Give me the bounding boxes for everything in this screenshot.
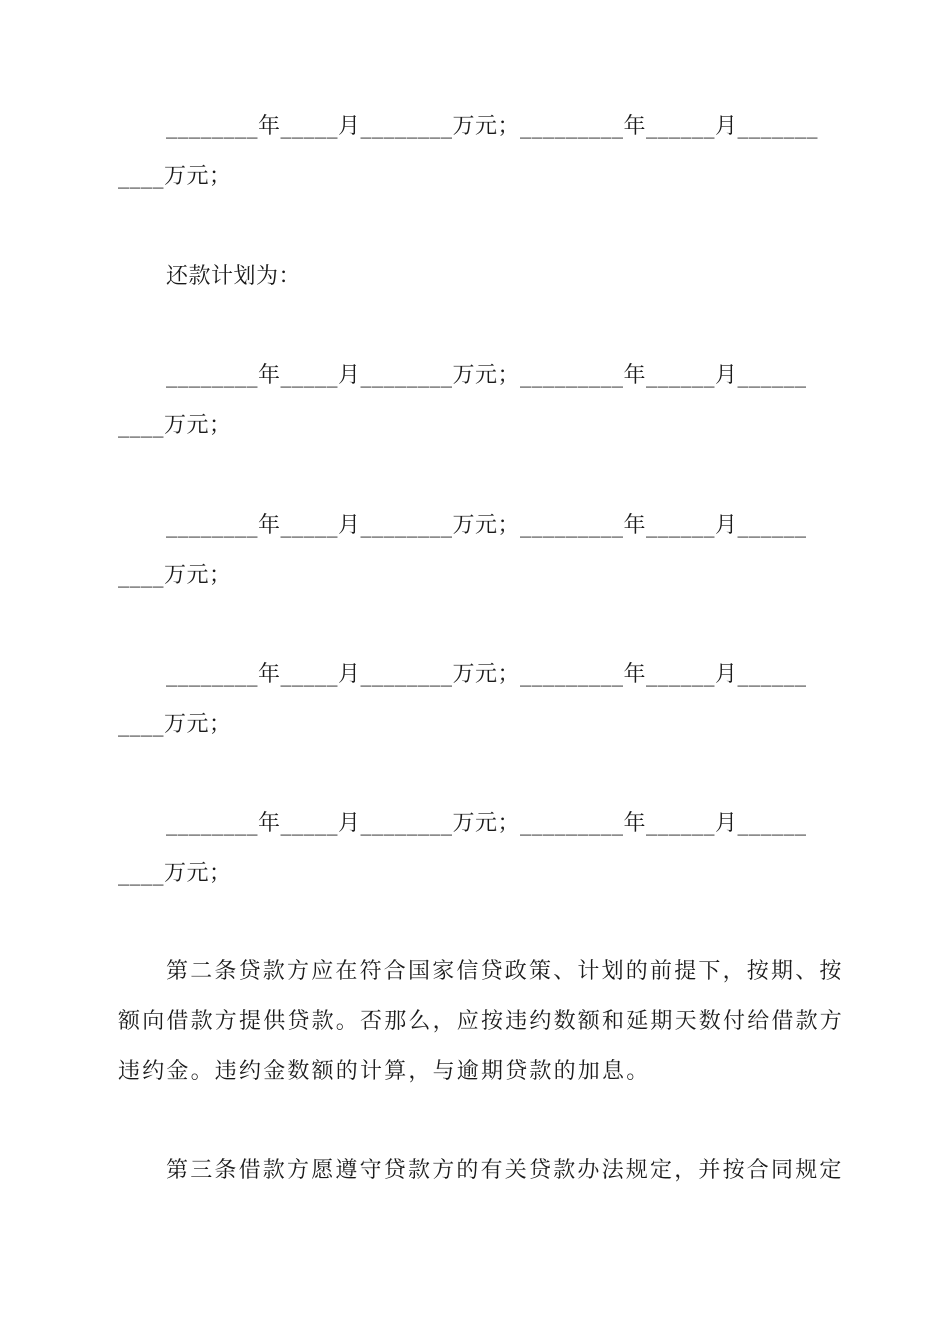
article-2-line-1: 第二条贷款方应在符合国家信贷政策、计划的前提下，按期、按 (166, 959, 844, 984)
schedule-line: ________年_____月________万元；_________年______月______ (166, 363, 807, 388)
repayment-plan-heading: 还款计划为： (166, 264, 302, 289)
schedule-line: ________年_____月________万元；_________年______月______ (166, 811, 807, 836)
schedule-line: ________年_____月________万元；_________年______月______ (166, 513, 807, 538)
article-3-paragraph (118, 1146, 844, 1196)
article-2-line-3: 违约金。违约金数额的计算，与逾期贷款的加息。 (118, 1059, 651, 1084)
article-2-line-2: 额向借款方提供贷款。否那么，应按违约数额和延期天数付给借款方 (118, 1009, 845, 1034)
schedule-line-continuation: ____万元； (118, 563, 232, 588)
article-2-paragraph (118, 947, 845, 1097)
schedule-line-continuation: ____万元； (118, 712, 232, 737)
schedule-line-continuation: ____万元； (118, 413, 232, 438)
schedule-line: ________年_____月________万元；_________年______月______ (166, 662, 807, 687)
schedule-line-continuation: ____万元； (118, 861, 232, 886)
schedule-line-continuation: ____万元； (118, 164, 232, 189)
schedule-line: ________年_____月________万元；_________年______月_______ (166, 114, 819, 139)
article-3-line-1: 第三条借款方愿遵守贷款方的有关贷款办法规定，并按合同规定 (166, 1158, 844, 1183)
